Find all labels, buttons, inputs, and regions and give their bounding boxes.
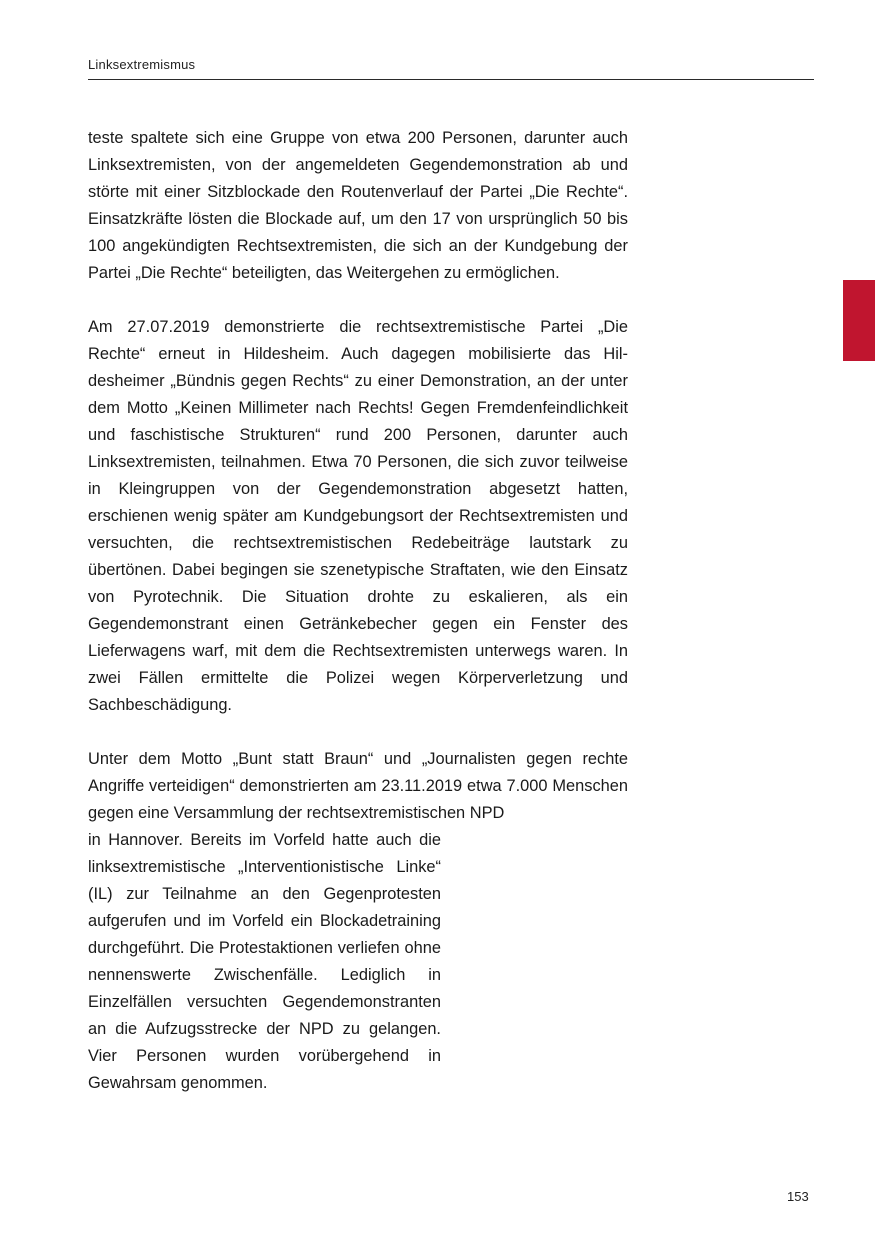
- paragraph-3-full-width: Unter dem Motto „Bunt statt Braun“ und „Journalisten gegen rechte Angriffe verteidigen“ demonstrierten am 23.11.2019 etwa 7.000 Menschen gegen eine Versammlung der rechtsextremistischen NPD: [88, 750, 628, 822]
- chapter-tab-marker: [843, 280, 875, 361]
- running-header: Linksextremismus: [88, 57, 196, 72]
- body-text: [88, 125, 628, 1124]
- paragraph-1: teste spaltete sich eine Gruppe von etwa 200 Personen, darunter auch Linksextremisten, von der angemeldeten Gegendemonstration ab und störte mit einer Sitzblockade den Routenverlauf der Partei „Die Rechte“. Einsatzkräfte lösten die Blockade auf, um den 17 von ursprünglich 50 bis 100 angekündigten Rechtsextremisten, die sich an der Kundgebung der Partei „Die Rechte“ beteiligten, das Weitergehen zu ermöglichen.: [88, 129, 628, 282]
- paragraph-2: Am 27.07.2019 demonstrierte die rechtsextremistische Partei „Die Rechte“ erneut in Hildesheim. Auch dagegen mobilisierte das Hildesheimer „Bündnis gegen Rechts“ zu einer Demonstration, an der unter dem Motto „Keinen Millimeter nach Rechts! Gegen Fremdenfeindlichkeit und faschistische Strukturen“ rund 200 Personen, darunter auch Linksextremisten, teilnahmen. Etwa 70 Personen, die sich zuvor teilweise in Kleingruppen von der Gegendemonstration abgesetzt hatten, erschienen wenig später am Kundgebungsort der Rechtsextremisten und versuchten, die rechtsextremistischen Redebeiträge lautstark zu übertönen. Dabei begingen sie szenetypische Straftaten, wie den Einsatz von Pyrotechnik. Die Situation drohte zu eskalieren, als ein Gegendemonstrant einen Getränkebecher gegen ein Fenster des Lieferwagens warf, mit dem die Rechtsextremisten unterwegs waren. In zwei Fällen ermittelte die Polizei wegen Körperverletzung und Sachbeschädigung.: [88, 318, 628, 714]
- paragraph-3: [88, 746, 628, 1097]
- header-rule: [88, 79, 814, 80]
- paragraph-3-narrow-column: in Hannover. Bereits im Vorfeld hatte auch die linksextremistische „Interventionistische Linke“ (IL) zur Teilnahme an den Gegenprotesten aufgerufen und im Vorfeld ein Blockadetraining durchgeführt. Die Protestaktionen verliefen ohne nennenswerte Zwischenfälle. Lediglich in Einzelfällen versuchten Gegendemonstranten an die Aufzugsstrecke der NPD zu gelangen. Vier Personen wurden vorübergehend in Gewahrsam genommen.: [88, 831, 441, 1092]
- page-number: 153: [787, 1189, 809, 1204]
